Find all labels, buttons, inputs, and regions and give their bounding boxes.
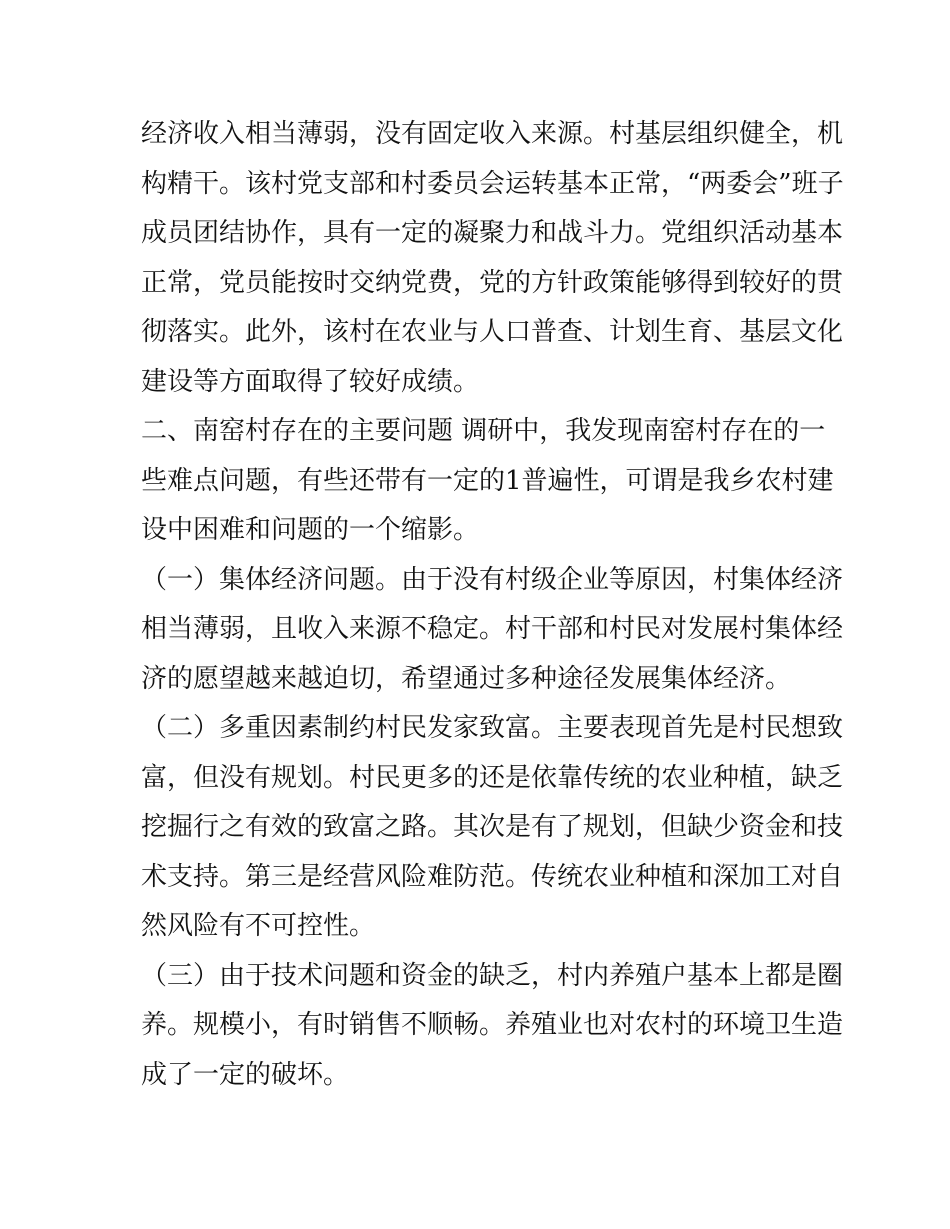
text-line: 济的愿望越来越迫切，希望通过多种途径发展集体经济。 [141,663,792,694]
text-line: 成了一定的破坏。 [141,1059,350,1090]
text-line: 建设等方面取得了较好成绩。 [141,366,480,397]
text-line: （三）由于技术问题和资金的缺乏，村内养殖户基本上都是圈 [141,960,844,991]
text-line: 术支持。第三是经营风险难防范。传统农业种植和深加工对自 [141,861,844,892]
text-line: （二）多重因素制约村民发家致富。主要表现首先是村民想致 [141,713,844,743]
text-line: 挖掘行之有效的致富之路。其次是有了规划，但缺少资金和技 [141,812,844,842]
text-line: 然风险有不可控性。 [141,911,376,941]
section-heading-line: 二、南窑村存在的主要问题 调研中，我发现南窑村存在的一 [141,416,826,446]
text-line: 成员团结协作，具有一定的凝聚力和战斗力。党组织活动基本 [141,218,844,248]
paragraph-intro-continued [141,110,844,407]
text-line: 经济收入相当薄弱，没有固定收入来源。村基层组织健全，机 [141,119,844,149]
paragraph-section-two [141,407,834,556]
text-line: 正常，党员能按时交纳党费，党的方针政策能够得到较好的贯 [141,267,844,298]
text-line: 构精干。该村党支部和村委员会运转基本正常，“两委会”班子 [141,168,844,199]
paragraph-issue-one [141,556,844,705]
text-line: 设中困难和问题的一个缩影。 [141,515,480,545]
text-line: 彻落实。此外，该村在农业与人口普查、计划生育、基层文化 [141,317,844,347]
paragraph-issue-two [141,704,844,952]
text-line: （一）集体经济问题。由于没有村级企业等原因，村集体经济 [141,564,844,595]
document-body [141,110,844,1100]
text-line: 些难点问题，有些还带有一定的1普遍性，可谓是我乡农村建 [141,465,834,496]
paragraph-issue-three [141,952,844,1101]
text-line: 富，但没有规划。村民更多的还是依靠传统的农业种植，缺乏 [141,762,844,793]
text-line: 养。规模小，有时销售不顺畅。养殖业也对农村的环境卫生造 [141,1010,844,1040]
text-line: 相当薄弱，且收入来源不稳定。村干部和村民对发展村集体经 [141,614,844,644]
